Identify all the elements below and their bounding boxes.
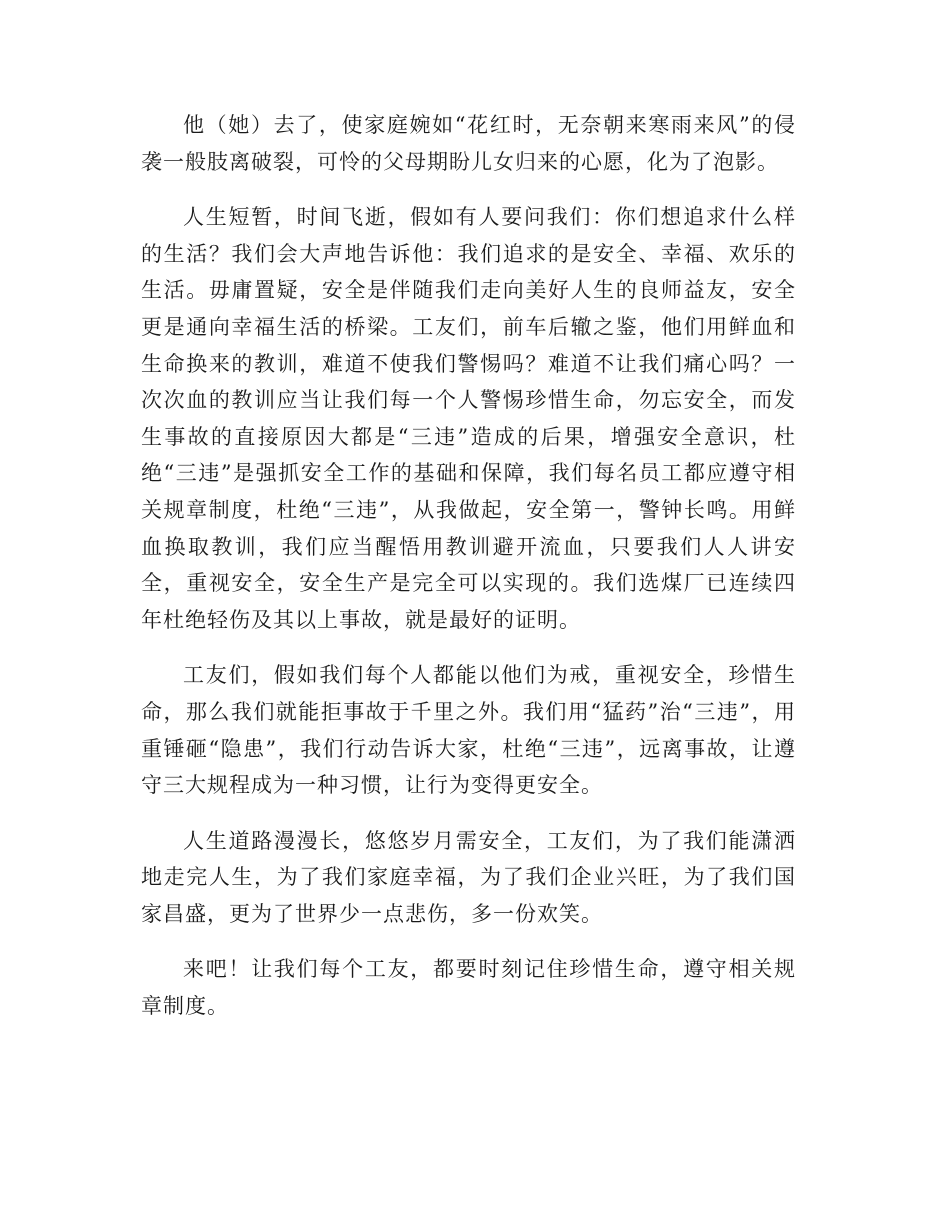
paragraph-1: 他（她）去了，使家庭婉如“花红时，无奈朝来寒雨来风”的侵袭一般肢离破裂，可怜的父母期盼儿女归来的心愿，化为了泡影。 [141,113,796,174]
paragraph-2: 人生短暂，时间飞逝，假如有人要问我们：你们想追求什么样的生活？我们会大声地告诉他：我们追求的是安全、幸福、欢乐的生活。毋庸置疑，安全是伴随我们走向美好人生的良师益友，安全更是通向幸福生活的桥梁。工友们，前车后辙之鉴，他们用鲜血和生命换来的教训，难道不使我们警惕吗？难道不让我们痛心吗？一次次血的教训应当让我们每一个人警惕珍惜生命，勿忘安全，而发生事故的直接原因大都是“三违”造成的后果，增强安全意识，杜绝“三违”是强抓安全工作的基础和保障，我们每名员工都应遵守相关规章制度，杜绝“三违”，从我做起，安全第一，警钟长鸣。用鲜血换取教训，我们应当醒悟用教训避开流血，只要我们人人讲安全，重视安全，安全生产是完全可以实现的。我们选煤厂已连续四年杜绝轻伤及其以上事故，就是最好的证明。 [141,205,796,632]
paragraph-4: 人生道路漫漫长，悠悠岁月需安全，工友们，为了我们能潇洒地走完人生，为了我们家庭幸福，为了我们企业兴旺，为了我们国家昌盛，更为了世界少一点悲伤，多一份欢笑。 [141,828,796,926]
paragraph-3: 工友们，假如我们每个人都能以他们为戒，重视安全，珍惜生命，那么我们就能拒事故于千里之外。我们用“猛药”治“三违”，用重锤砸“隐患”，我们行动告诉大家，杜绝“三违”，远离事故，让遵守三大规程成为一种习惯，让行为变得更安全。 [141,663,796,798]
paragraph-5: 来吧！让我们每个工友，都要时刻记住珍惜生命，遵守相关规章制度。 [141,957,796,1019]
document-body [141,107,796,1044]
